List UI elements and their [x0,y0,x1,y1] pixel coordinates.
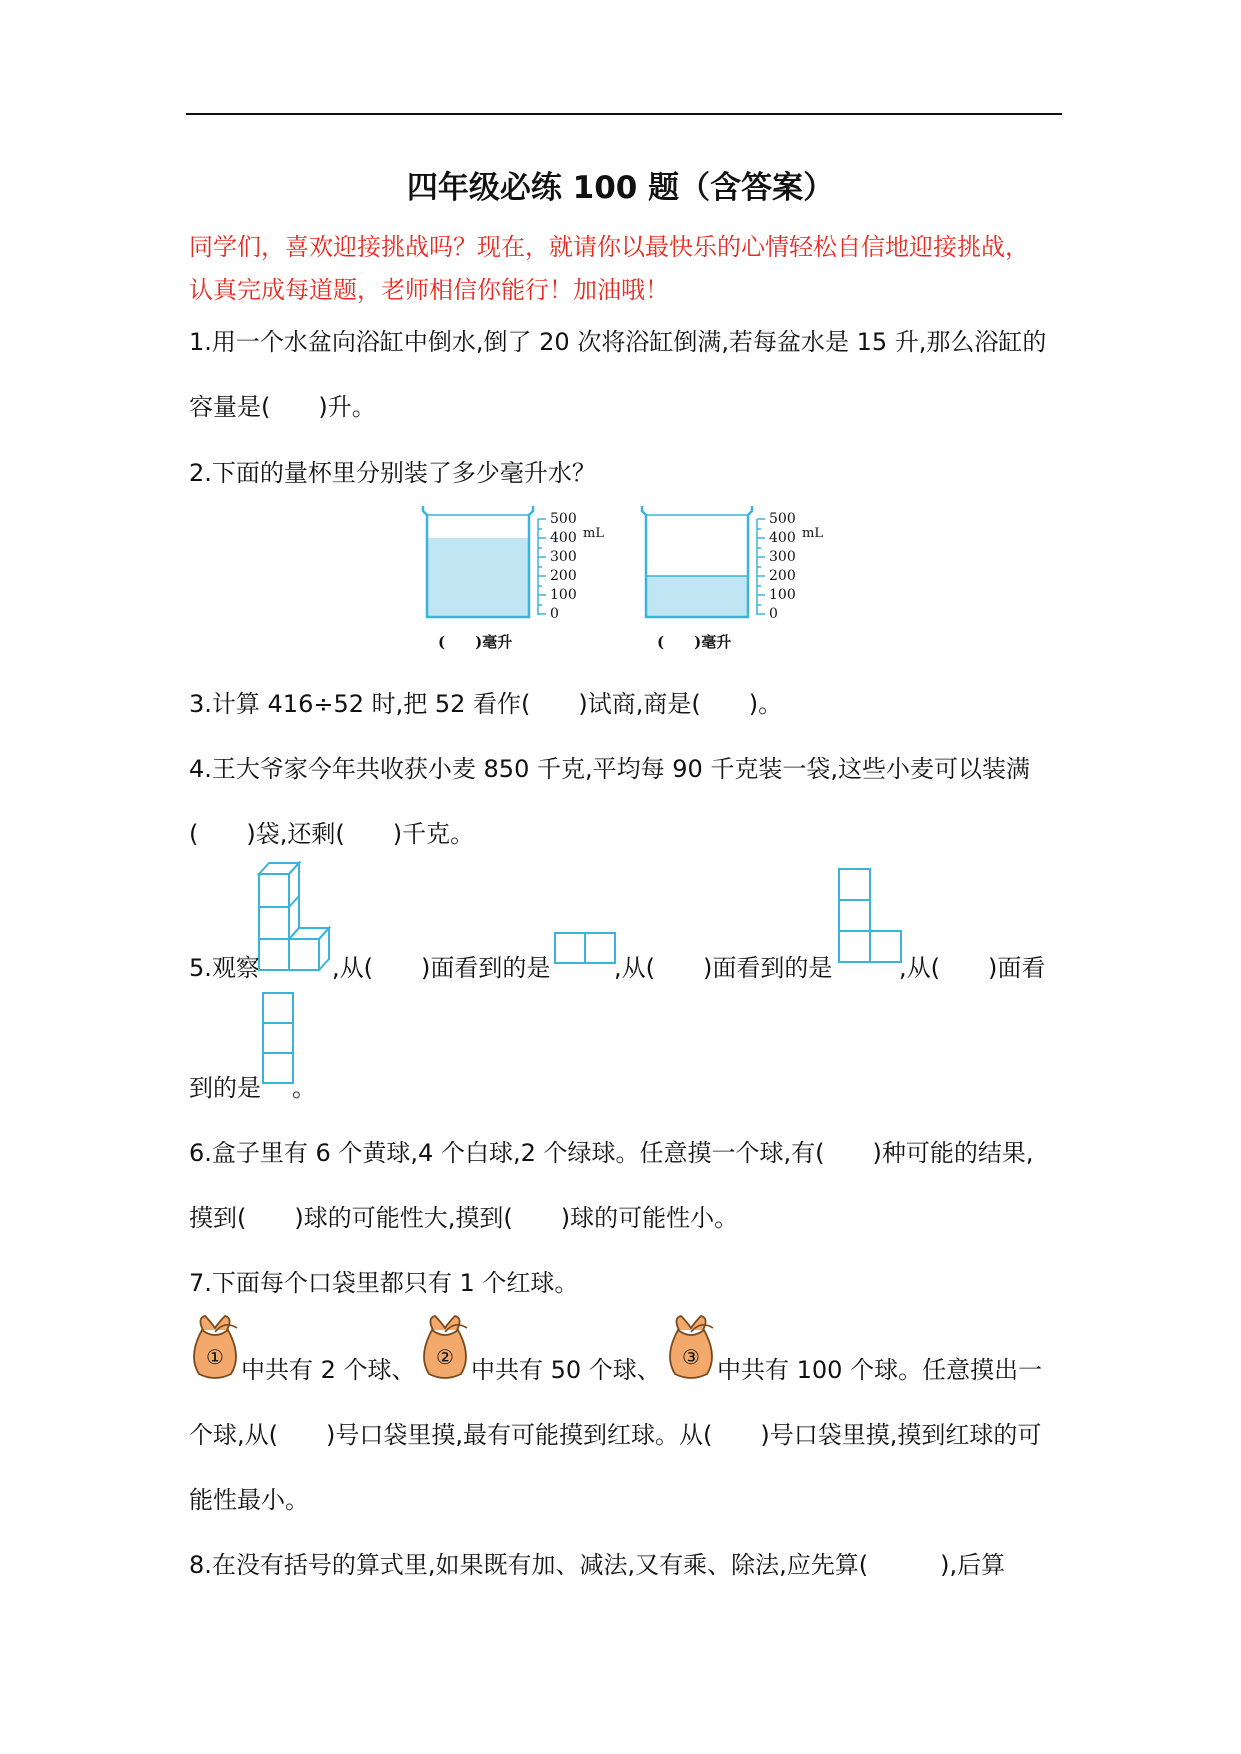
bag-3-label: ③ [682,1345,700,1369]
q2-line-1: 2.下面的量杯里分别装了多少毫升水？ [189,459,596,487]
q1-line-1: 1.用一个水盆向浴缸中倒水,倒了 20 次将浴缸倒满,若每盆水是 15 升,那么浴缸的 [189,328,1047,356]
q5-part-2: ,从( )面看到的是 [332,954,551,982]
q4-line-2: ( )袋,还剩( )千克。 [189,820,475,848]
q5-part-3: ,从( )面看到的是 [614,954,833,982]
q7-line-1: 7.下面每个口袋里都只有 1 个红球。 [189,1269,579,1297]
q5-part-6: 。 [292,1074,316,1102]
q7-text-3: 中共有 100 个球。任意摸出一 [717,1356,1043,1384]
cup-1-scale-100: 100 [550,587,577,603]
q7-line-4: 能性最小。 [189,1486,309,1514]
cup-1-scale-400: 400 [550,530,577,546]
q3-line-1: 3.计算 416÷52 时,把 52 看作( )试商,商是( )。 [189,690,783,718]
cup-2-scale-400: 400 [769,530,796,546]
q6-line-1: 6.盒子里有 6 个黄球,4 个白球,2 个绿球。任意摸一个球,有( )种可能的结果, [189,1139,1034,1167]
measuring-cups [420,503,830,653]
view-l-shape [837,866,903,966]
q4-line-1: 4.王大爷家今年共收获小麦 850 千克,平均每 90 千克装一袋,这些小麦可以装满 [189,755,1031,783]
bag-1-icon [185,1310,245,1380]
cup-2-scale-0: 0 [769,606,778,622]
cup-1-scale-500: 500 [550,511,577,527]
cup-2-scale-100: 100 [769,587,796,603]
bag-2-icon [415,1310,475,1380]
q5-part-1: 5.观察 [189,954,260,982]
cube-stack-3d [256,860,336,972]
cup-2-scale-300: 300 [769,549,796,565]
cup-2-unit: mL [802,526,823,541]
q7-line-3: 个球,从( )号口袋里摸,最有可能摸到红球。从( )号口袋里摸,摸到红球的可 [189,1421,1042,1449]
cup-2-scale-200: 200 [769,568,796,584]
measuring-cup-1 [423,506,604,651]
cup-2-caption: ( )毫升 [657,633,732,651]
q1-line-2: 容量是( )升。 [189,393,376,421]
intro-line-1: 同学们，喜欢迎接挑战吗？现在，就请你以最快乐的心情轻松自信地迎接挑战， [189,233,1029,261]
intro-line-2: 认真完成每道题，老师相信你能行！加油哦！ [189,276,669,304]
bag-3-icon [661,1310,721,1380]
measuring-cup-2 [642,506,823,651]
page-title: 四年级必练 100 题（含答案） [406,170,835,206]
view-three-vertical [260,990,296,1088]
cup-1-scale-300: 300 [550,549,577,565]
q5-part-4: ,从( )面看 [899,954,1046,982]
bag-1-label: ① [206,1345,224,1369]
q6-line-2: 摸到( )球的可能性大,摸到( )球的可能性小。 [189,1204,739,1232]
q7-text-1: 中共有 2 个球、 [241,1356,416,1384]
q5-part-5: 到的是 [189,1074,261,1102]
cup-2-scale-500: 500 [769,511,796,527]
q7-text-2: 中共有 50 个球、 [471,1356,661,1384]
cup-1-caption: ( )毫升 [438,633,513,651]
cup-1-water [427,538,529,616]
cup-2-water [646,576,748,616]
bag-2-label: ② [436,1345,454,1369]
cup-1-scale-0: 0 [550,606,559,622]
top-rule [186,113,1062,115]
cup-1-scale-200: 200 [550,568,577,584]
cup-1-unit: mL [583,526,604,541]
q8-line-1: 8.在没有括号的算式里,如果既有加、减法,又有乘、除法,应先算( ),后算 [189,1551,1006,1579]
view-two-horizontal [553,930,617,966]
